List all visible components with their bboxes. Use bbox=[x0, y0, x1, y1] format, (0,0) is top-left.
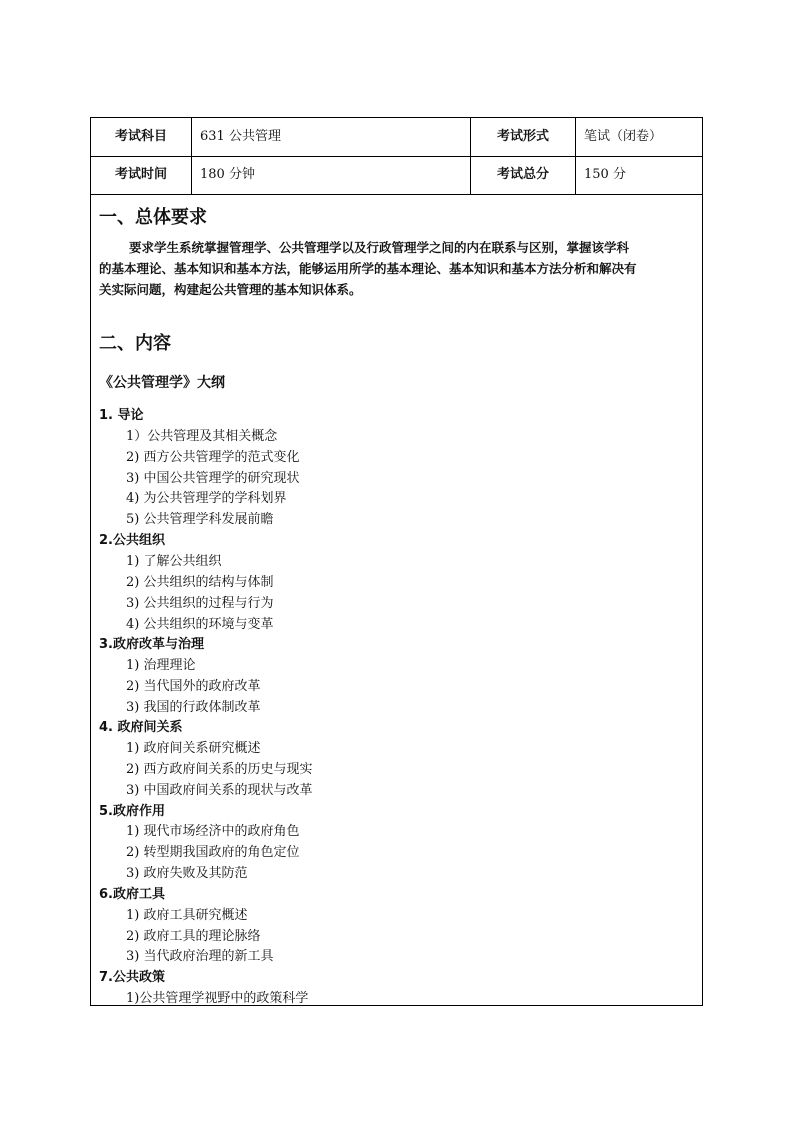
general-requirements-paragraph bbox=[99, 237, 697, 300]
chapter-title: 7.公共政策 bbox=[99, 970, 165, 985]
list-item: 1) 治理理论 bbox=[126, 658, 196, 673]
list-item: 2) 公共组织的结构与体制 bbox=[126, 575, 274, 590]
format-value: 笔试（闭卷） bbox=[584, 129, 663, 144]
chapter-title: 4. 政府间关系 bbox=[99, 720, 183, 735]
list-item: 2) 政府工具的理论脉络 bbox=[126, 929, 261, 944]
list-item: 3) 中国政府间关系的现状与改革 bbox=[126, 783, 313, 798]
score-label: 考试总分 bbox=[471, 156, 576, 194]
list-item: 3) 公共组织的过程与行为 bbox=[126, 596, 274, 611]
list-item: 5) 公共管理学科发展前瞻 bbox=[126, 512, 274, 527]
list-item: 1) 政府工具研究概述 bbox=[126, 908, 248, 923]
list-item: 2) 西方公共管理学的范式变化 bbox=[126, 450, 300, 465]
chapter-title: 2.公共组织 bbox=[99, 533, 165, 548]
list-item: 2) 西方政府间关系的历史与现实 bbox=[126, 762, 313, 777]
header-row-1 bbox=[91, 118, 702, 157]
chapter-title: 3.政府改革与治理 bbox=[99, 637, 204, 652]
list-item: 1)公共管理学视野中的政策科学 bbox=[126, 991, 309, 1006]
outline-title: 《公共管理学》大纲 bbox=[99, 375, 225, 391]
header-row-2 bbox=[91, 156, 702, 195]
list-item: 2) 当代国外的政府改革 bbox=[126, 679, 261, 694]
list-item: 1）公共管理及其相关概念 bbox=[126, 429, 278, 444]
paragraph-line: 关实际问题，构建起公共管理的基本知识体系。 bbox=[99, 282, 362, 297]
list-item: 3) 中国公共管理学的研究现状 bbox=[126, 471, 300, 486]
chapter-title: 5.政府作用 bbox=[99, 804, 165, 819]
chapter-title: 1. 导论 bbox=[99, 408, 144, 423]
subject-label: 考试科目 bbox=[91, 118, 192, 156]
exam-outline-table bbox=[90, 117, 703, 1006]
paragraph-line: 的基本理论、基本知识和基本方法，能够运用所学的基本理论、基本知识和基本方法分析和解决有 bbox=[99, 261, 637, 276]
subject-value: 631 公共管理 bbox=[192, 118, 471, 156]
list-item: 2) 转型期我国政府的角色定位 bbox=[126, 845, 300, 860]
paragraph-line: 要求学生系统掌握管理学、公共管理学以及行政管理学之间的内在联系与区别，掌握该学科 bbox=[129, 240, 630, 255]
format-label: 考试形式 bbox=[471, 118, 576, 156]
list-item: 4) 为公共管理学的学科划界 bbox=[126, 491, 287, 506]
list-item: 1) 政府间关系研究概述 bbox=[126, 741, 261, 756]
list-item: 1) 现代市场经济中的政府角色 bbox=[126, 824, 300, 839]
score-value: 150 分 bbox=[584, 167, 626, 182]
chapter-title: 6.政府工具 bbox=[99, 887, 165, 902]
list-item: 3) 我国的行政体制改革 bbox=[126, 700, 261, 715]
list-item: 3) 政府失败及其防范 bbox=[126, 866, 248, 881]
section-2-title: 二、内容 bbox=[99, 333, 171, 354]
section-1-title: 一、总体要求 bbox=[99, 207, 207, 228]
list-item: 1) 了解公共组织 bbox=[126, 554, 222, 569]
time-label: 考试时间 bbox=[91, 156, 192, 194]
list-item: 4) 公共组织的环境与变革 bbox=[126, 617, 274, 632]
time-value: 180 分钟 bbox=[192, 156, 471, 194]
list-item: 3) 当代政府治理的新工具 bbox=[126, 949, 274, 964]
